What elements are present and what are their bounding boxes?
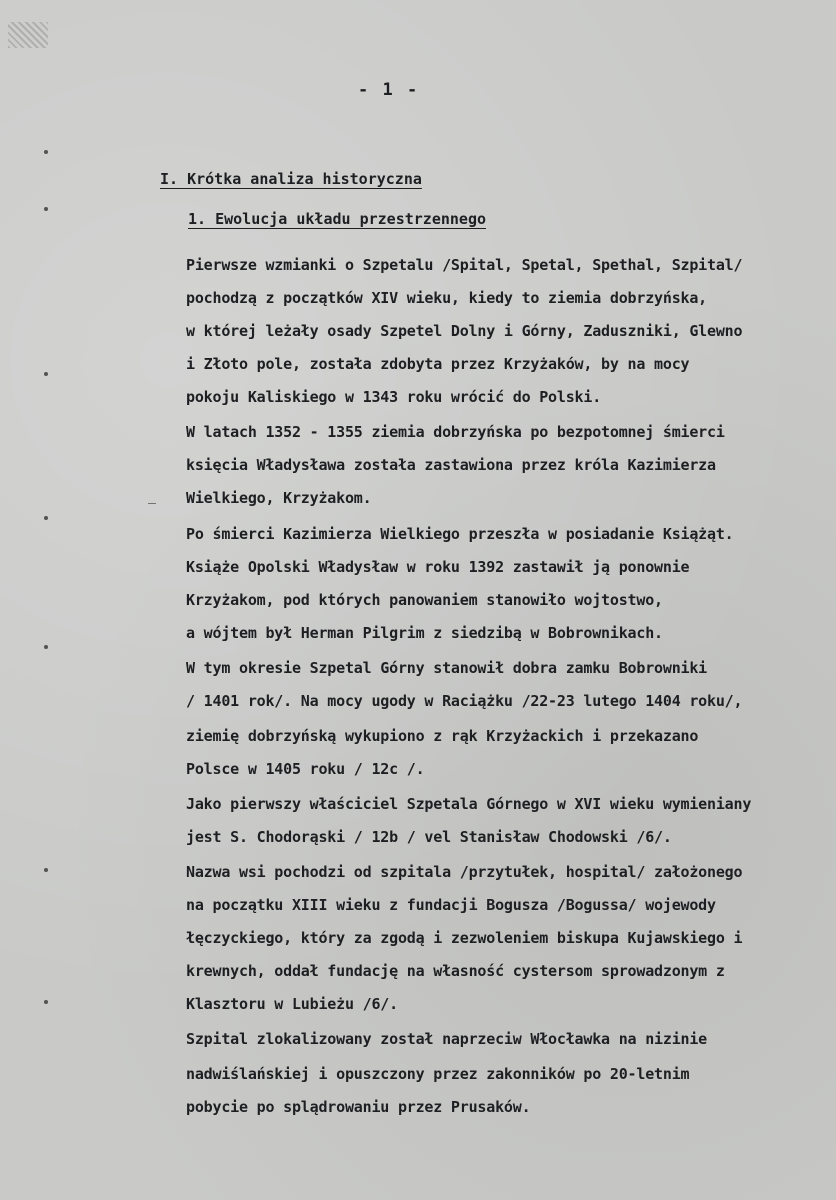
text-line: W tym okresie Szpetal Górny stanowił dobra zamku Bobrowniki xyxy=(186,659,708,677)
margin-dash xyxy=(148,503,156,504)
text-line: łęczyckiego, który za zgodą i zezwoleniem biskupa Kujawskiego i xyxy=(186,929,743,947)
text-line: Wielkiego, Krzyżakom. xyxy=(186,489,372,507)
text-line: Nazwa wsi pochodzi od szpitala /przytułek, hospital/ założonego xyxy=(186,863,743,881)
margin-dot xyxy=(44,207,48,211)
text-line: Książe Opolski Władysław w roku 1392 zastawił ją ponownie xyxy=(186,558,690,576)
text-line: nadwiślańskiej i opuszczony przez zakonników po 20-letnim xyxy=(186,1065,690,1083)
margin-dot xyxy=(44,868,48,872)
subsection-heading: 1. Ewolucja układu przestrzennego xyxy=(188,210,487,228)
margin-dot xyxy=(44,1000,48,1004)
text-line: księcia Władysława została zastawiona przez króla Kazimierza xyxy=(186,456,716,474)
text-line: Jako pierwszy właściciel Szpetala Górnego w XVI wieku wymieniany xyxy=(186,795,752,813)
margin-dot xyxy=(44,150,48,154)
margin-dot xyxy=(44,645,48,649)
text-line: jest S. Chodorąski / 12b / vel Stanisław Chodowski /6/. xyxy=(186,828,672,846)
text-line: W latach 1352 - 1355 ziemia dobrzyńska po bezpotomnej śmierci xyxy=(186,423,725,441)
margin-dot xyxy=(44,516,48,520)
page-number: - 1 - xyxy=(358,80,420,100)
text-line: na początku XIII wieku z fundacji Bogusza /Bogussa/ wojewody xyxy=(186,896,716,914)
text-line: krewnych, oddał fundację na własność cystersom sprowadzonym z xyxy=(186,962,725,980)
text-line: a wójtem był Herman Pilgrim z siedzibą w Bobrownikach. xyxy=(186,624,663,642)
text-line: Szpital zlokalizowany został naprzeciw Włocławka na nizinie xyxy=(186,1030,708,1048)
text-line: ziemię dobrzyńską wykupiono z rąk Krzyżackich i przekazano xyxy=(186,727,699,745)
section-heading: I. Krótka analiza historyczna xyxy=(160,170,422,188)
text-line: pobycie po splądrowaniu przez Prusaków. xyxy=(186,1098,531,1116)
text-line: i Złoto pole, została zdobyta przez Krzyżaków, by na mocy xyxy=(186,355,690,373)
text-line: Pierwsze wzmianki o Szpetalu /Spital, Spetal, Spethal, Szpital/ xyxy=(186,256,743,274)
text-line: pokoju Kaliskiego w 1343 roku wrócić do Polski. xyxy=(186,388,602,406)
corner-scan-mark xyxy=(8,22,48,48)
text-line: w której leżały osady Szpetel Dolny i Górny, Zaduszniki, Glewno xyxy=(186,322,743,340)
text-line: pochodzą z początków XIV wieku, kiedy to ziemia dobrzyńska, xyxy=(186,289,708,307)
text-line: Po śmierci Kazimierza Wielkiego przeszła w posiadanie Książąt. xyxy=(186,525,734,543)
text-line: / 1401 rok/. Na mocy ugody w Raciążku /22-23 lutego 1404 roku/, xyxy=(186,692,743,710)
text-line: Klasztoru w Lubieżu /6/. xyxy=(186,995,398,1013)
text-line: Krzyżakom, pod których panowaniem stanowiło wojtostwo, xyxy=(186,591,663,609)
text-line: Polsce w 1405 roku / 12c /. xyxy=(186,760,425,778)
margin-dot xyxy=(44,372,48,376)
